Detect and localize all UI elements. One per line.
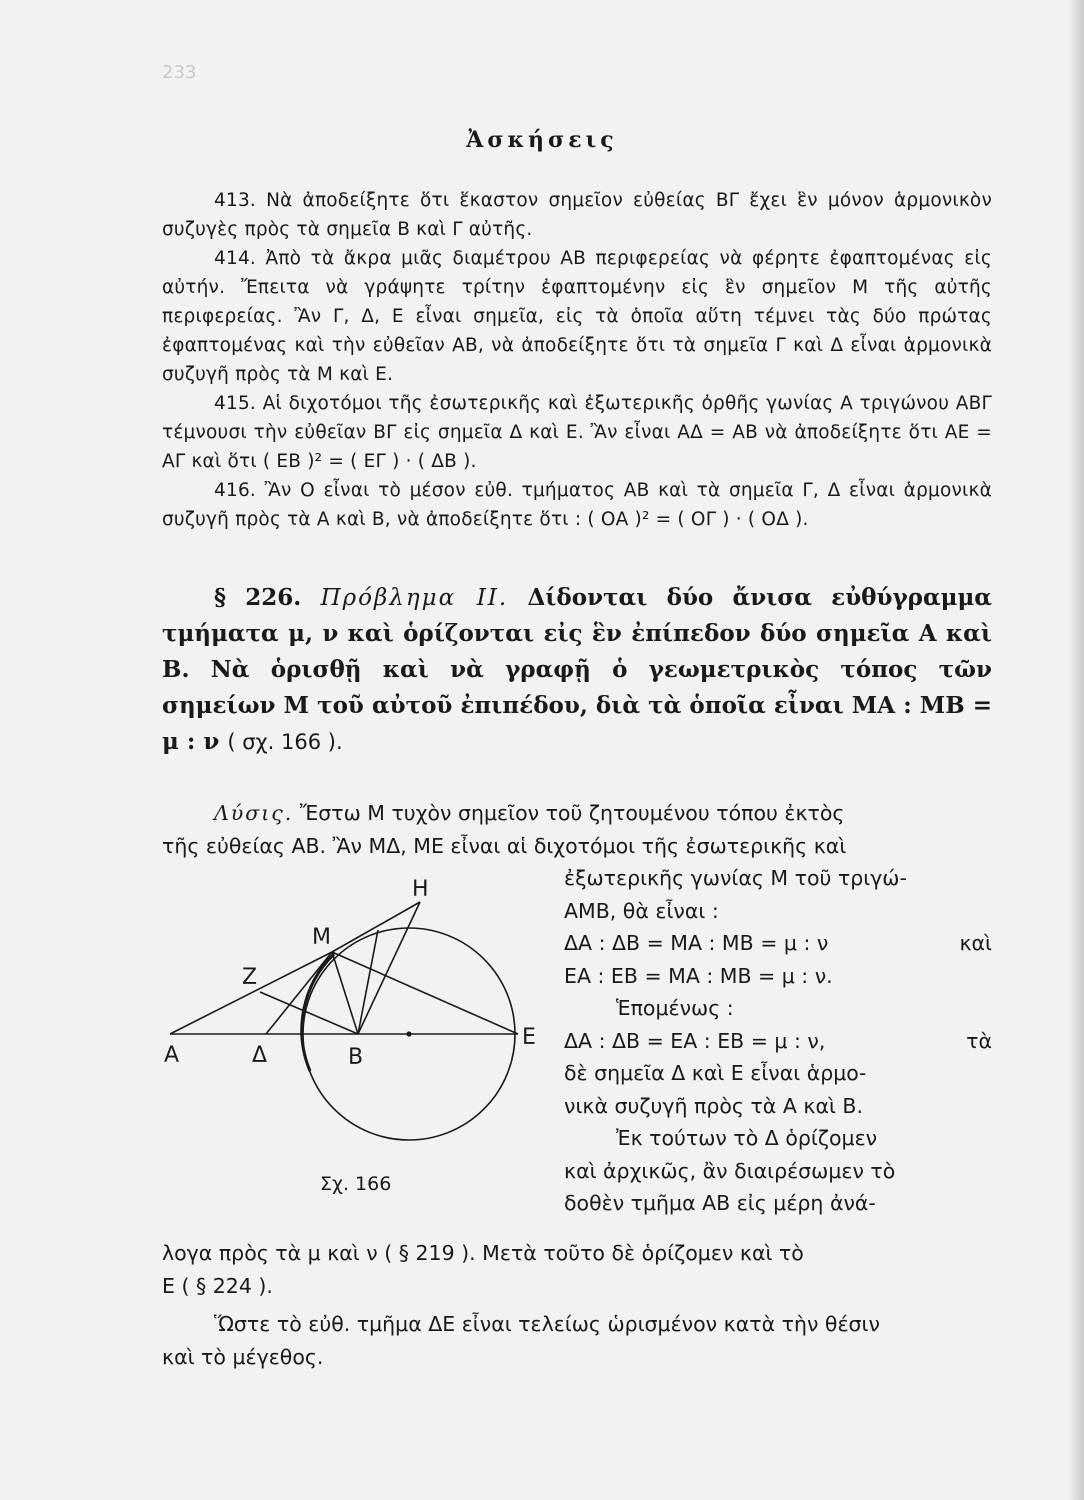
- page-edge-shadow: [1068, 0, 1084, 1500]
- geometry-figure: [162, 872, 562, 1202]
- equation-line: ΔΑ : ΔΒ = ΜΑ : ΜΒ = μ : ν καὶ: [564, 931, 992, 955]
- solution-line: λογα πρὸς τὰ μ καὶ ν ( § 219 ). Μετὰ τοῦτο δὲ ὁρίζομεν καὶ τὸ: [162, 1241, 804, 1265]
- exercise-number: 415.: [214, 393, 256, 414]
- solution-right-column: [564, 862, 992, 1220]
- label-B: Β: [348, 1045, 364, 1070]
- label-Z: Ζ: [242, 965, 258, 990]
- label-A: Α: [164, 1043, 180, 1068]
- solution-line: ΑΜΒ, θὰ εἶναι :: [564, 898, 719, 923]
- exercise-416: [162, 476, 992, 534]
- label-M: Μ: [312, 925, 331, 950]
- solution-line: καὶ τὸ μέγεθος.: [162, 1344, 324, 1369]
- solution-line: τῆς εὐθείας ΑΒ. Ἂν ΜΔ, ΜΕ εἶναι αἱ διχοτόμοι τῆς ἐσωτερικῆς καὶ: [162, 833, 847, 858]
- figure-reference: ( σχ. 166 ).: [227, 730, 343, 754]
- problem-label: Πρόβλημα ΙΙ.: [320, 585, 509, 611]
- solution-line: ἐξωτερικῆς γωνίας Μ τοῦ τριγώ-: [564, 866, 907, 890]
- exercise-414: [162, 244, 992, 389]
- exercise-number: 416.: [214, 480, 256, 501]
- solution-line: νικὰ συζυγῆ πρὸς τὰ Α καὶ Β.: [564, 1093, 863, 1118]
- exercise-text: Ἂν Ο εἶναι τὸ μέσον εὐθ. τμήματος ΑΒ καὶ τὰ σημεῖα Γ, Δ εἶναι ἁρμονικὰ συζυγῆ πρὸς τὰ Α καὶ Β, νὰ ἀποδείξητε ὅτι : ( ΟΑ )² = ( ΟΓ ) · ( ΟΔ ).: [162, 480, 992, 530]
- line-MD: [266, 952, 332, 1034]
- exercise-list: [162, 186, 992, 534]
- solution-line: Ὥστε τὸ εὐθ. τμῆμα ΔΕ εἶναι τελείως ὡρισμένον κατὰ τὴν θέσιν: [214, 1312, 880, 1336]
- equation-line: ΕΑ : ΕΒ = ΜΑ : ΜΒ = μ : ν.: [564, 963, 833, 988]
- page-number: 233: [162, 62, 197, 83]
- exercise-text: Ἀπὸ τὰ ἄκρα μιᾶς διαμέτρου ΑΒ περιφερείας νὰ φέρητε ἐφαπτομένας εἰς αὐτήν. Ἔπειτα νὰ γράψητε τρίτην ἐφαπτομένην εἰς ἓν σημεῖον Μ τῆς αὐτῆς περιφερείας. Ἂν Γ, Δ, Ε εἶναι σημεῖα, εἰς τὰ ὁποῖα αὕτη τέμνει τὰς δύο πρώτας ἐφαπτομένας καὶ τὴν εὐθεῖαν ΑΒ, νὰ ἀποδείξητε ὅτι τὰ σημεῖα Γ καὶ Δ εἶναι ἁρμονικὰ συζυγῆ πρὸς τὰ Μ καὶ Ε.: [162, 248, 992, 385]
- solution-line: Ἐκ τούτων τὸ Δ ὁρίζομεν: [616, 1126, 878, 1150]
- exercise-415: [162, 389, 992, 476]
- section-number: § 226.: [214, 584, 302, 611]
- circle-center-dot: [406, 1031, 411, 1036]
- label-E: Ε: [522, 1025, 536, 1050]
- solution-line: καὶ ἀρχικῶς, ἂν διαιρέσωμεν τὸ: [564, 1158, 896, 1183]
- solution-line: δοθὲν τμῆμα ΑΒ εἰς μέρη ἀνά-: [564, 1191, 876, 1215]
- exercises-heading: Ἀσκήσεις: [466, 127, 618, 153]
- solution-top: [162, 797, 992, 862]
- label-H: Η: [412, 877, 429, 902]
- solution-line: Ε ( § 224 ).: [162, 1273, 273, 1298]
- label-D: Δ: [252, 1043, 268, 1068]
- line-B-chord: [358, 930, 378, 1034]
- problem-block: [162, 580, 992, 760]
- figure-caption: Σχ. 166: [320, 1173, 392, 1195]
- solution-line: δὲ σημεῖα Δ καὶ Ε εἶναι ἁρμο-: [564, 1061, 867, 1085]
- problem-text: Δίδονται δύο ἄνισα εὐθύγραμμα τμήματα μ, ν καὶ ὁρίζονται εἰς ἓν ἐπίπεδον δύο σημεῖα Α καὶ Β. Νὰ ὁρισθῇ καὶ νὰ γραφῇ ὁ γεωμετρικὸς τόπος τῶν σημείων Μ τοῦ αὐτοῦ ἐπιπέδου, διὰ τὰ ὁποῖα εἶναι ΜΑ : ΜΒ = μ : ν: [162, 584, 993, 755]
- exercise-number: 414.: [214, 248, 256, 269]
- exercise-number: 413.: [214, 190, 256, 211]
- solution-line: Ἑπομένως :: [616, 996, 734, 1020]
- solution-label: Λύσις.: [214, 801, 294, 825]
- problem-statement: [162, 580, 992, 760]
- line-MB: [332, 952, 358, 1034]
- solution-bottom: [162, 1237, 992, 1373]
- exercise-413: [162, 186, 992, 244]
- exercise-text: Αἱ διχοτόμοι τῆς ἐσωτερικῆς καὶ ἐξωτερικῆς ὀρθῆς γωνίας Α τριγώνου ΑΒΓ τέμνουσι τὴν εὐθεῖαν ΒΓ εἰς σημεῖα Δ καὶ Ε. Ἂν εἶναι ΑΔ = ΑΒ νὰ ἀποδείξητε ὅτι ΑΕ = ΑΓ καὶ ὅτι ( ΕΒ )² = ( ΕΓ ) · ( ΔΒ ).: [162, 393, 992, 472]
- exercise-text: Νὰ ἀποδείξητε ὅτι ἕκαστον σημεῖον εὐθείας ΒΓ ἔχει ἓν μόνον ἁρμονικὸν συζυγὲς πρὸς τὰ σημεῖα Β καὶ Γ αὐτῆς.: [162, 190, 992, 240]
- solution-line: Λύσις. Ἔστω Μ τυχὸν σημεῖον τοῦ ζητουμένου τόπου ἐκτὸς: [214, 801, 845, 825]
- equation-line: ΔΑ : ΔΒ = ΕΑ : ΕΒ = μ : ν, τὰ: [564, 1028, 992, 1053]
